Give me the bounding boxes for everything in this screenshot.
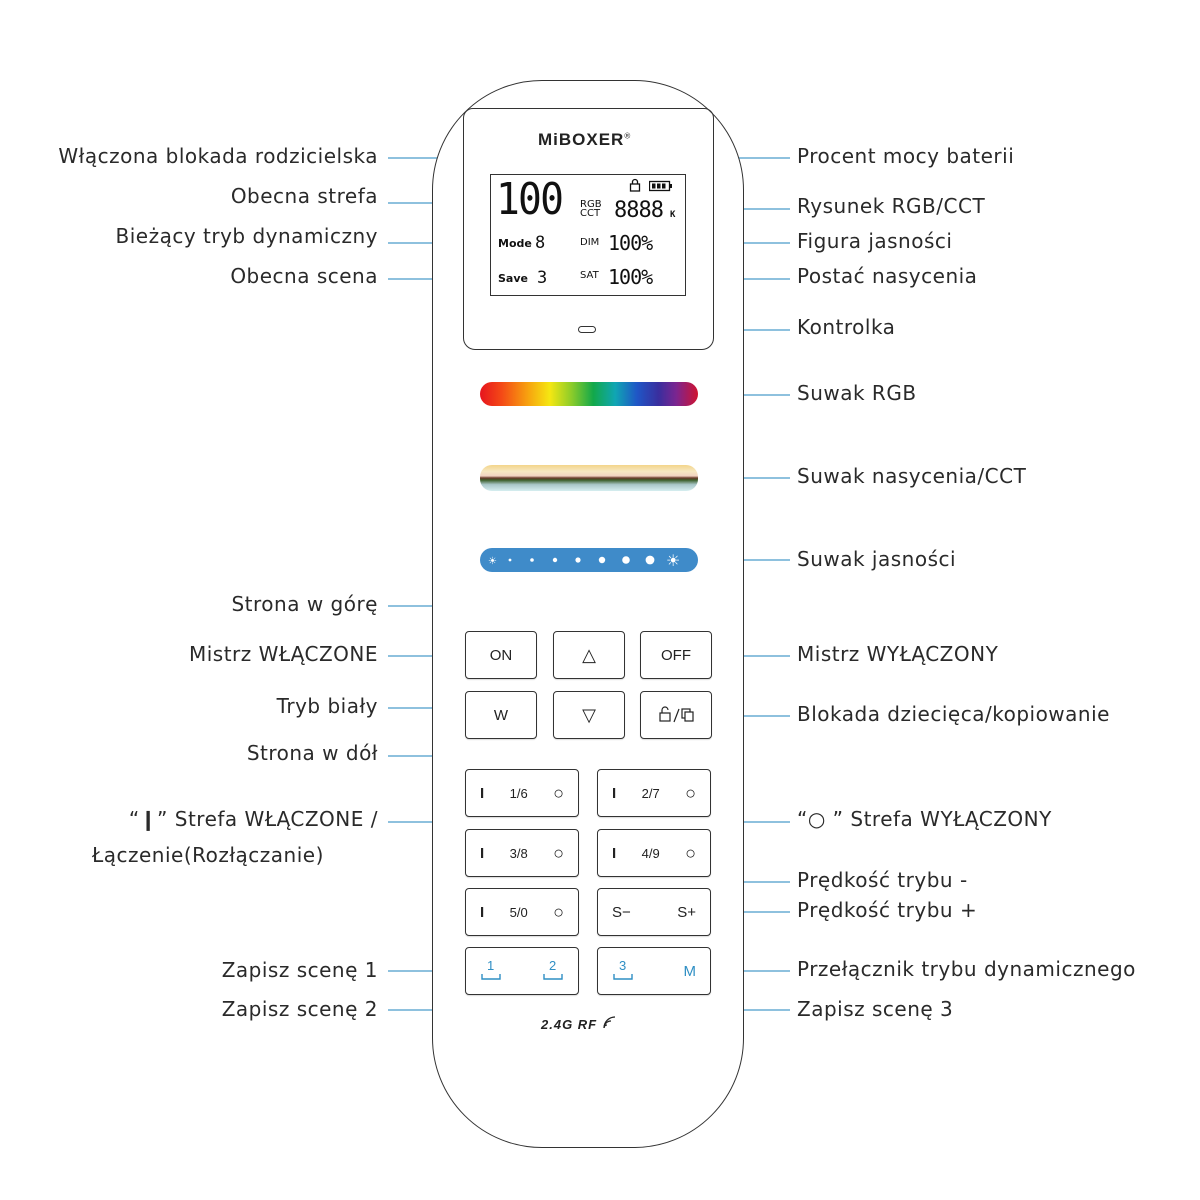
- zone-off-symbol: ○: [553, 782, 564, 803]
- lcd-save-value: 3: [537, 268, 548, 288]
- zone-label: 1/6: [509, 785, 528, 801]
- scene-1-2-button[interactable]: [465, 947, 579, 995]
- save-scene-1-button[interactable]: 1: [480, 960, 502, 982]
- label-current-scene: Obecna scena: [230, 264, 378, 288]
- master-off-button[interactable]: OFF: [640, 631, 712, 679]
- zone-label: 2/7: [641, 785, 660, 801]
- zone-off-symbol: ○: [553, 842, 564, 863]
- page-down-button[interactable]: ▽: [553, 691, 625, 739]
- label-brightness-figure: Figura jasności: [797, 229, 953, 253]
- dim-sun-icon: ☀: [488, 556, 497, 567]
- mode-switch-button[interactable]: M: [683, 962, 696, 980]
- speed-minus-button[interactable]: S−: [612, 903, 631, 921]
- label-battery: Procent mocy baterii: [797, 144, 1015, 168]
- brightness-slider[interactable]: [480, 548, 698, 572]
- lcd-rgbcct-digits: 8888: [614, 198, 663, 223]
- master-on-button[interactable]: ON: [465, 631, 537, 679]
- label-rgb-slider: Suwak RGB: [797, 381, 917, 405]
- zone-3-8-button[interactable]: [465, 829, 579, 877]
- page-up-button[interactable]: △: [553, 631, 625, 679]
- lcd-dim-value: 100%: [608, 231, 653, 255]
- lcd-mode-value: 8: [535, 233, 546, 253]
- zone-label: 3/8: [509, 845, 528, 861]
- label-zone-off: “○ ” Strefa WYŁĄCZONY: [797, 807, 1052, 831]
- speed-plus-button[interactable]: S+: [677, 903, 696, 921]
- label-brightness-slider: Suwak jasności: [797, 547, 957, 571]
- lcd-sat-value: 100%: [608, 265, 653, 289]
- label-saturation-figure: Postać nasycenia: [797, 264, 978, 288]
- label-page-up: Strona w górę: [231, 592, 378, 616]
- zone-on-symbol: I: [612, 784, 617, 802]
- label-saturation-cct-slider: Suwak nasycenia/CCT: [797, 464, 1027, 488]
- wireless-icon: [602, 1016, 616, 1030]
- zone-1-6-button[interactable]: [465, 769, 579, 817]
- lcd-cct-label: CCT: [580, 208, 601, 219]
- zone-4-9-button[interactable]: [597, 829, 711, 877]
- lcd-sat-label: SAT: [580, 270, 599, 281]
- label-parental-lock: Włączona blokada rodzicielska: [58, 144, 378, 168]
- zone-5-0-button[interactable]: [465, 888, 579, 936]
- lock-copy-button[interactable]: [640, 691, 712, 739]
- lcd-zone-digits: 100: [496, 174, 563, 225]
- zone-on-symbol: I: [480, 784, 485, 802]
- save-scene-3-button[interactable]: 3: [612, 960, 634, 982]
- zone-label: 5/0: [509, 904, 528, 920]
- white-mode-button[interactable]: W: [465, 691, 537, 739]
- indicator-light: [578, 326, 596, 333]
- label-rgb-cct-figure: Rysunek RGB/CCT: [797, 194, 986, 218]
- zone-off-symbol: ○: [553, 901, 564, 922]
- lcd-kelvin-unit: K: [670, 210, 676, 220]
- zone-off-symbol: ○: [685, 842, 696, 863]
- label-save-scene-2: Zapisz scenę 2: [221, 997, 378, 1021]
- brightness-dots: [480, 548, 698, 572]
- zone-2-7-button[interactable]: [597, 769, 711, 817]
- lcd-save-label: Save: [498, 272, 528, 285]
- zone-off-symbol: ○: [685, 782, 696, 803]
- scene-3-mode-button[interactable]: [597, 947, 711, 995]
- label-save-scene-1: Zapisz scenę 1: [221, 958, 378, 982]
- label-zone-on-line1: “❙” Strefa WŁĄCZONE /: [128, 807, 378, 831]
- label-page-down: Strona w dół: [246, 741, 378, 765]
- bright-sun-icon: ☀: [666, 551, 681, 570]
- zone-label: 4/9: [641, 845, 660, 861]
- lcd-dim-label: DIM: [580, 237, 600, 248]
- save-scene-2-button[interactable]: 2: [542, 960, 564, 982]
- label-current-dynamic-mode: Bieżący tryb dynamiczny: [115, 224, 378, 248]
- label-master-off: Mistrz WYŁĄCZONY: [797, 642, 999, 666]
- label-child-lock-copy: Blokada dziecięca/kopiowanie: [797, 702, 1110, 726]
- label-speed-minus: Prędkość trybu -: [797, 868, 968, 892]
- speed-button[interactable]: [597, 888, 711, 936]
- zone-on-symbol: I: [480, 903, 485, 921]
- label-save-scene-3: Zapisz scenę 3: [797, 997, 954, 1021]
- lcd-rgb-label: RGB: [580, 199, 602, 210]
- label-dynamic-mode-switch: Przełącznik trybu dynamicznego: [797, 957, 1136, 981]
- label-master-on: Mistrz WŁĄCZONE: [188, 642, 378, 666]
- label-white-mode: Tryb biały: [276, 694, 378, 718]
- lcd-mode-label: Mode: [498, 237, 532, 250]
- label-zone-on-line2: Łączenie(Rozłączanie): [92, 843, 324, 867]
- saturation-cct-slider[interactable]: [480, 465, 698, 491]
- label-current-zone: Obecna strefa: [230, 184, 378, 208]
- brand-logo: MiBOXER®: [538, 130, 632, 149]
- label-indicator: Kontrolka: [797, 315, 896, 339]
- rgb-slider[interactable]: [480, 382, 698, 406]
- lock-copy-icon: [656, 705, 696, 725]
- rf-label: 2.4G RF: [541, 1016, 616, 1032]
- label-speed-plus: Prędkość trybu +: [797, 898, 978, 922]
- zone-on-symbol: I: [480, 844, 485, 862]
- zone-on-symbol: I: [612, 844, 617, 862]
